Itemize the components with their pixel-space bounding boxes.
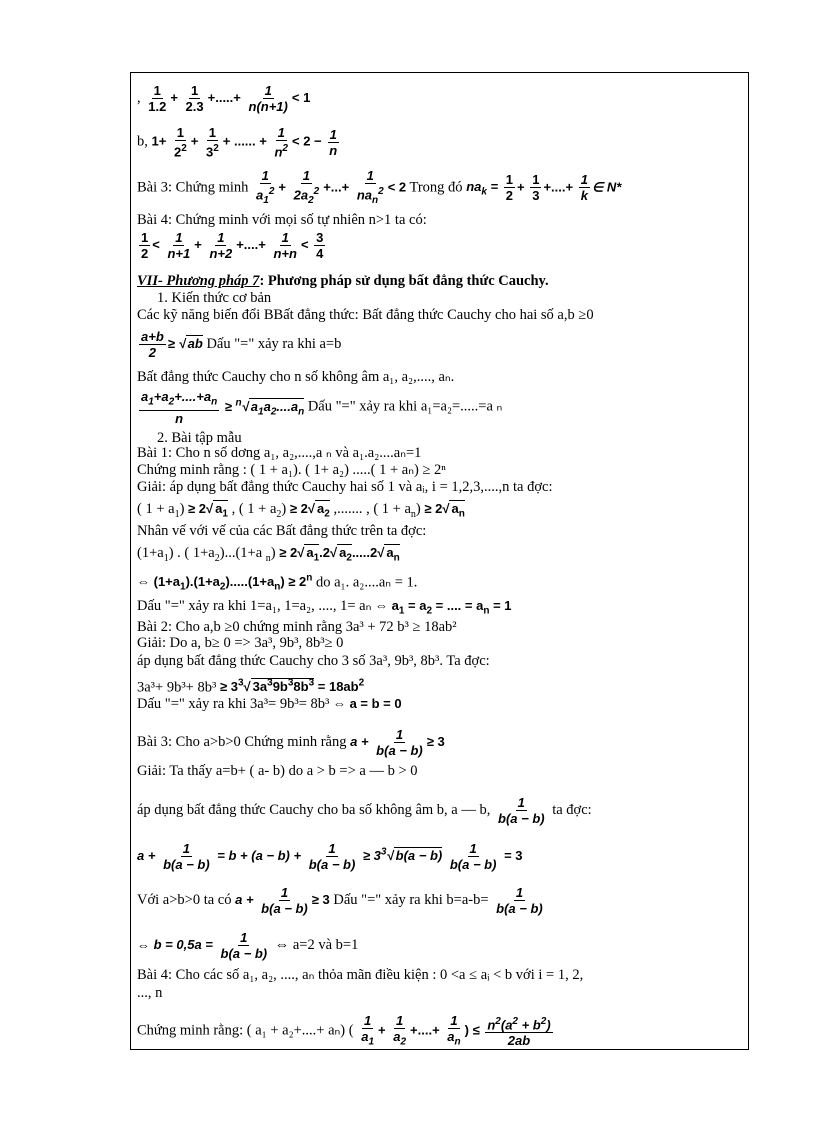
b1-equality: Dấu "=" xảy ra khi 1=a₁, 1=a₂, ...., 1= aₙ ⇔ $a_1 = a_2$ = .... = $a_n = 1$ xyxy=(137,598,512,617)
b1-solution: Giải: áp dụng bất đẳng thức Cauchy hai số 1 và aᵢ, i = 1,2,3,....,n ta đợc: xyxy=(137,479,553,495)
b1-ineqs: ( $1 + a_1) \ge 2√$ $a_1$ , ( $1 + a_2) \ge 2√$ $a_2$ ,....... , ( $1 + a_n) \ge 2√$ $a_n$ xyxy=(137,501,465,520)
b3-conclusion: Với a>b>0 ta có a + $\frac{1}{b(a - b)}$ ≥ 3 Dấu "=" xảy ra khi b=a-b= $\frac{1}{b(a - b)}$ xyxy=(137,885,543,916)
cauchy-n-formula: $\frac{a_1+a_2+....+a_n}{n}$ ≥ $^n$√ $a_1a_2....a_n$ Dấu "=" xảy ra khi a₁=a₂=.....=a ₙ xyxy=(141,389,503,426)
cauchy-n-numbers: Bất đẳng thức Cauchy cho n số không âm a₁, a₂,...., aₙ. xyxy=(137,369,455,385)
cauchy-two-numbers: Các kỹ năng biến đổi BBất đẳng thức: Bất đẳng thức Cauchy cho hai số a,b ≥0 xyxy=(137,307,594,323)
b2-equality: Dấu "=" xảy ra khi 3a³= 9b³= 8b³ ⇔ a = b = 0 xyxy=(137,696,402,712)
b2-apply: áp dụng bất đẳng thức Cauchy cho 3 số 3a³, 9b³, 8b³. Ta đợc: xyxy=(137,653,490,669)
cauchy-two-formula: $\frac{a+b}{2}$ ≥ √ ab Dấu "=" xảy ra khi a=b xyxy=(141,329,342,360)
bai3-statement: Bài 3: Chứng minh $\frac{1}{a_1^2}$ + $\frac{1}{2a_2^2}$ +...+ 1 $na_n^2$ < 2 Trong đó $na_k$ = $\frac{1}{2}$ + $\frac{1}{3}$ +....+ $\frac{1}{k}$ ∈ N* xyxy=(137,168,622,206)
b3-equality: ⇔ b = 0,5a = $\frac{1}{b(a - b)}$ ⇔ a=2 và b=1 xyxy=(137,930,359,961)
b3-solution: Giải: Ta thấy a=b+ ( a- b) do a > b => a — b > 0 xyxy=(137,763,418,779)
b3-derivation: a + $\frac{1}{b(a - b)}$ = b + (a − b) + $\frac{1}{b(a - b)}$ ≥ $3^3√$ b(a − b) $\frac{1}{b(a - b)}$ = 3 xyxy=(137,841,523,872)
bai4-intro: Bài 4: Chứng minh với mọi số tự nhiên n>1 ta có: xyxy=(137,212,427,228)
b1-given: Bài 1: Cho n số dơng a₁, a₂,....,a ₙ và a₁.a₂....aₙ=1 xyxy=(137,445,422,461)
section-7-title: VII- Phương pháp 7: Phương pháp sử dụng bất đẳng thức Cauchy. xyxy=(137,273,549,289)
b2-solution: Giải: Do a, b≥ 0 => 3a³, 9b³, 8b³≥ 0 xyxy=(137,635,344,651)
b2-statement: Bài 2: Cho a,b ≥0 chứng minh rằng 3a³ + 72 b³ ≥ 18ab² xyxy=(137,619,457,635)
bai4-ineq: $\frac{1}{2}$ < $\frac{1}{n+1}$ + $\frac{1}{n+2}$ +....+ $\frac{1}{n+n}$ < $\frac{3}{4}$ xyxy=(141,230,324,261)
ineq-1: , $\frac{1}{1.2}$ + $\frac{1}{2.3}$ +.....+ $\frac{1}{n(n+1)}$ < 1 xyxy=(137,83,311,114)
document-frame xyxy=(130,72,749,1050)
b4-given: Bài 4: Cho các số a₁, a₂, ...., aₙ thỏa mãn điều kiện : 0 <a ≤ aᵢ < b với i = 1, 2, xyxy=(137,967,584,983)
b1-result: ⇔ $(1+a_1).(1+a_2).....(1+a_n) \ge 2^n$ do a₁. a₂....aₙ = 1. xyxy=(137,573,418,593)
b1-prove: Chứng minh rằng : ( 1 + a₁). ( 1+ a₂) .....( 1 + aₙ) ≥ 2ⁿ xyxy=(137,462,446,478)
b3-apply: áp dụng bất đẳng thức Cauchy cho ba số không âm b, a — b, $\frac{1}{b(a - b)}$ ta đợc: xyxy=(137,795,592,826)
b2-ineq: $3a^3+ 9b^3+ 8b^3 \ge 3^3√$ $3a^39b^38b^3 = 18ab^2$ xyxy=(137,678,365,696)
kien-thuc-heading: 1. Kiến thức cơ bản xyxy=(157,290,272,306)
b4-prove: Chứng minh rằng: ( a₁ + a₂+....+ aₙ) ( $\frac{1}{a_1}$ + $\frac{1}{a_2}$ +....+ $\frac{1}{a_n}$ ) ≤ $\frac{n^2(a^2 + b^2)}{2ab}$ xyxy=(137,1013,551,1049)
b4-given-cont: ..., n xyxy=(137,985,163,1001)
b3-statement: Bài 3: Cho a>b>0 Chứng minh rằng a + $\frac{1}{b(a - b)}$ ≥ 3 xyxy=(137,727,445,758)
bai-tap-mau-heading: 2. Bài tập mẫu xyxy=(157,430,242,446)
b1-multiply: Nhân vế với vế của các Bất đẳng thức trên ta đợc: xyxy=(137,523,427,539)
b1-product: $(1+a_1)$ . ( $1+a_2)...(1+a$ $_n$) ≥ 2√ $a_1.2√$ $a_2.....2√$ $a_n$ xyxy=(137,545,400,564)
ineq-2: b, 1+ $\frac{1}{2^2}$ + $\frac{1}{3^2}$ + ...... + $\frac{1}{n^2}$ < 2 − $\frac{1}{n}$ xyxy=(137,125,338,160)
